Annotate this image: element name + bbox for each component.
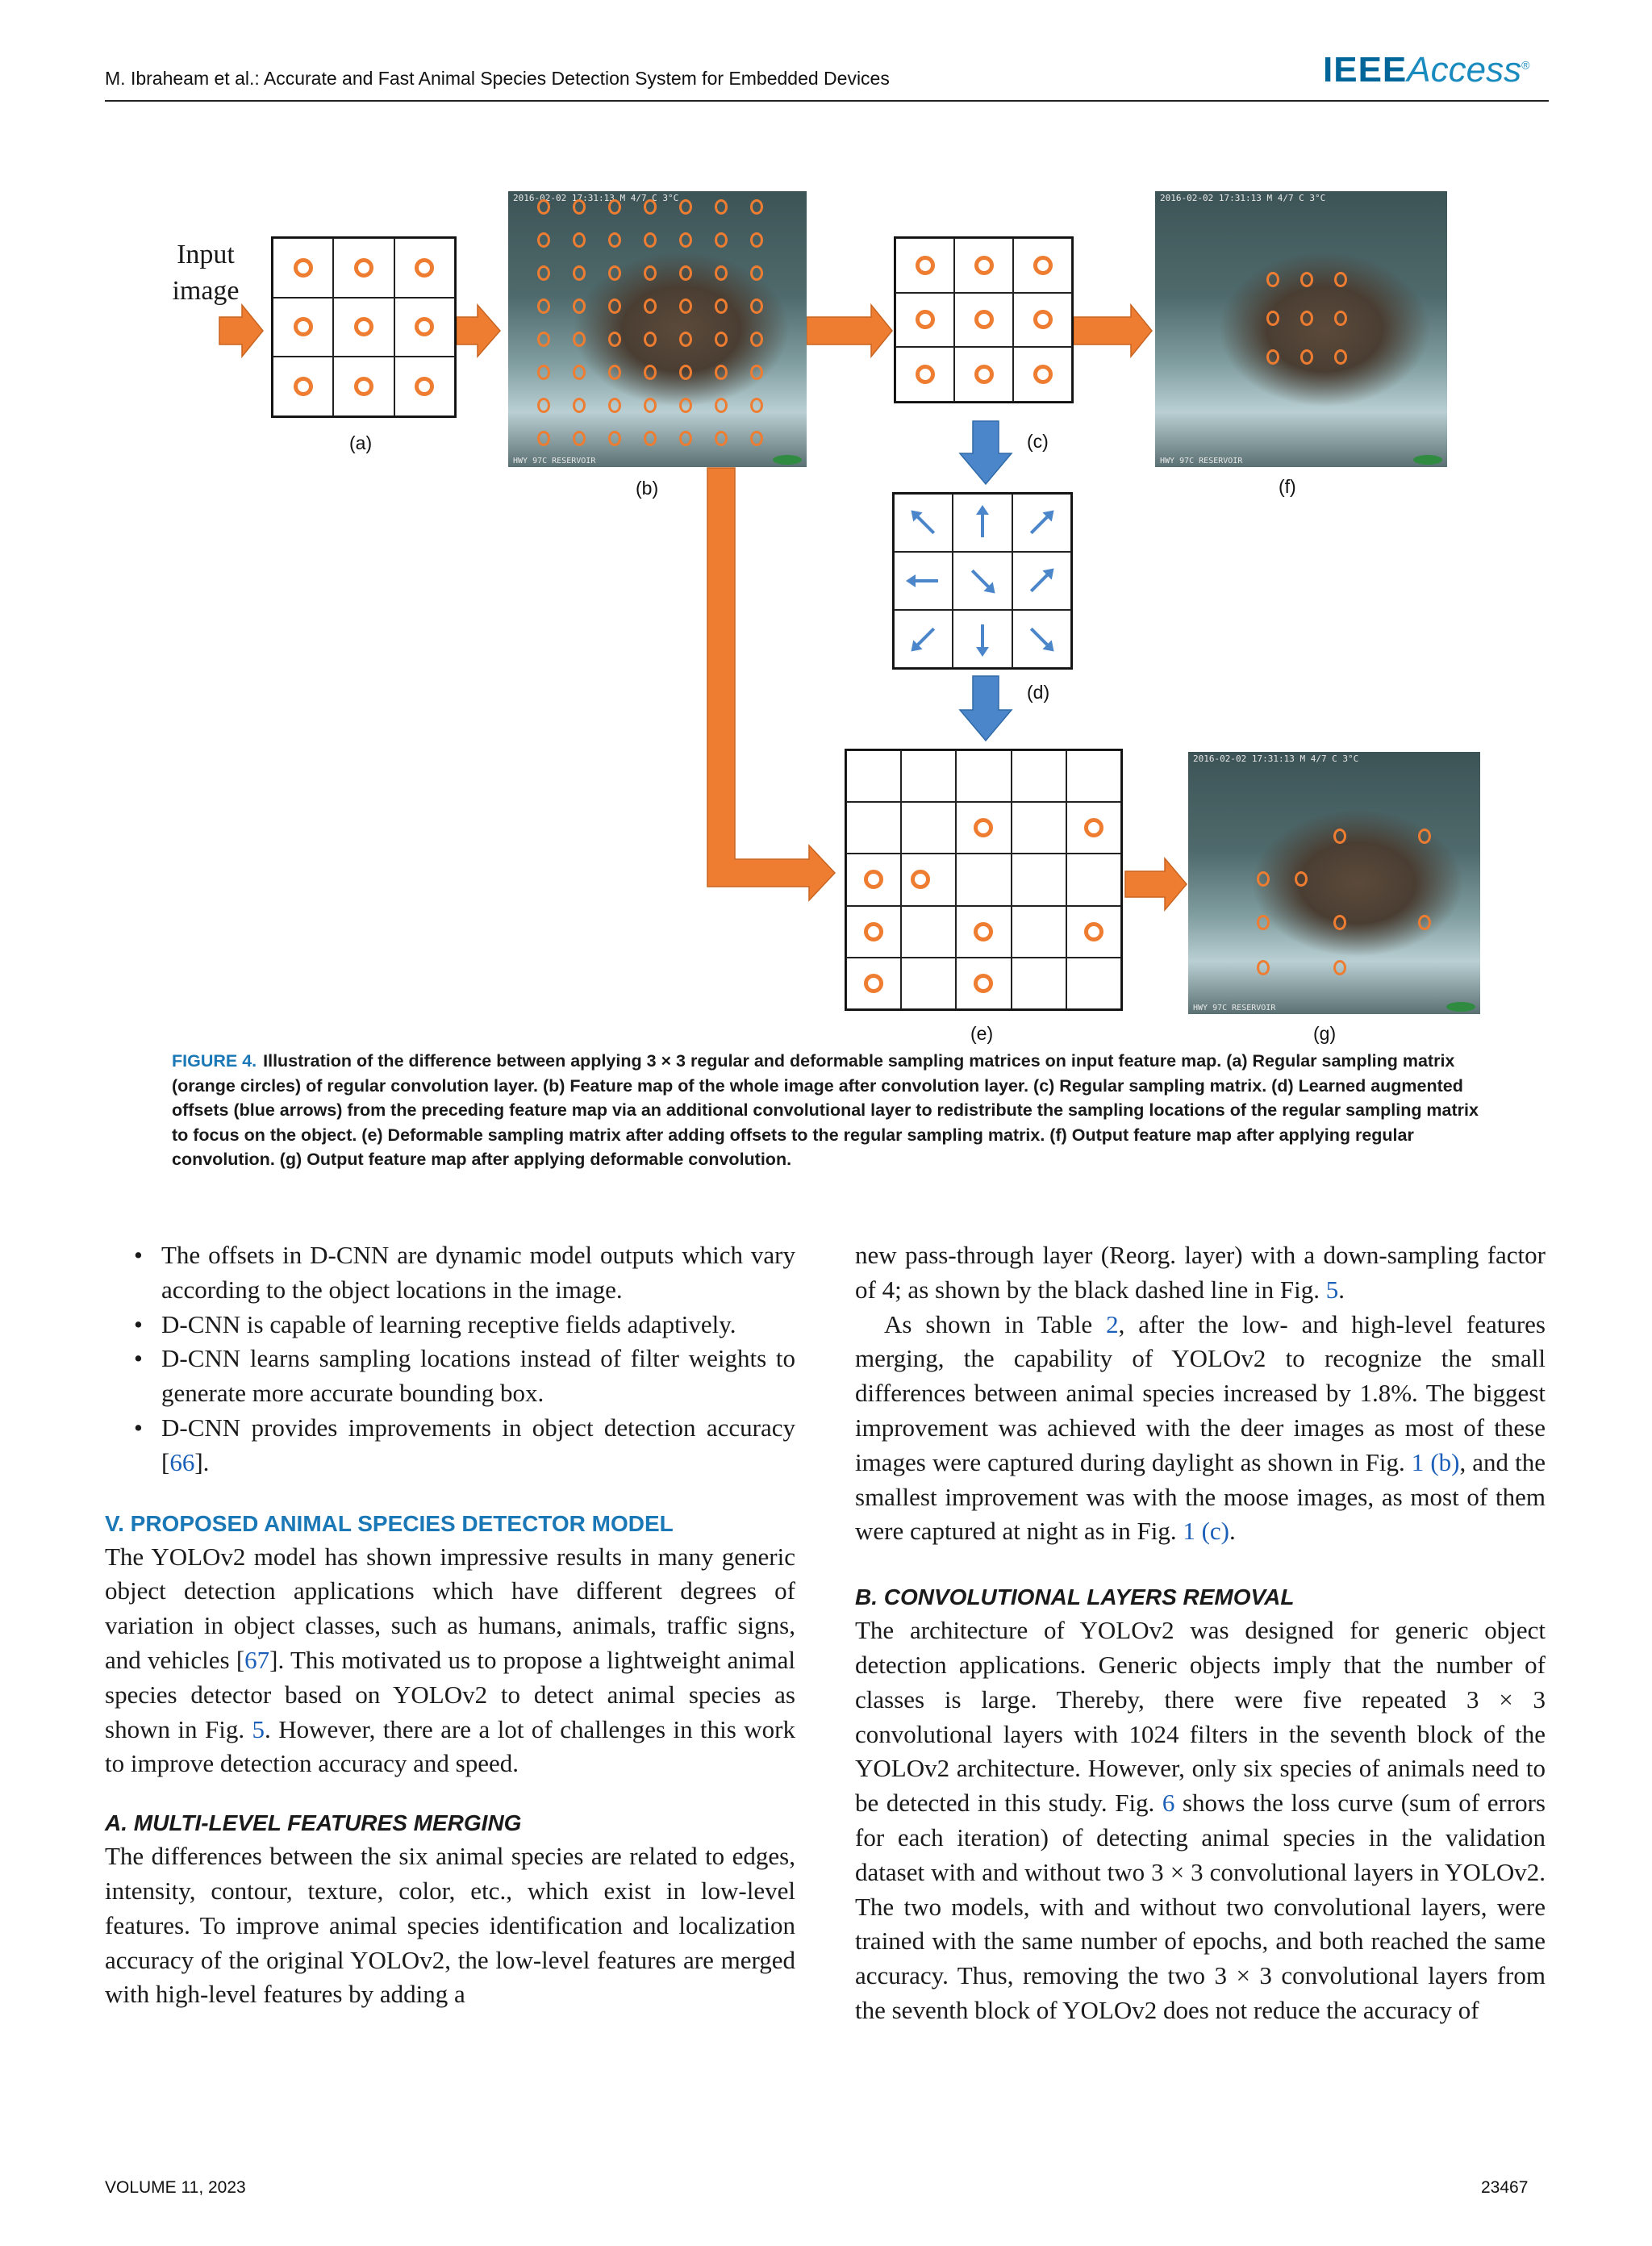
sampling-dot [1418, 829, 1431, 844]
sampling-dot [1418, 915, 1431, 930]
sampling-dot [608, 298, 621, 314]
sampling-dot [573, 199, 586, 215]
sampling-dot [679, 232, 692, 248]
logo-ieee: IEEE [1323, 50, 1408, 90]
grid-cell [1066, 958, 1121, 1009]
arrow-c-to-f [1074, 305, 1152, 357]
grid-d-learned-offsets [892, 492, 1073, 670]
grid-cell [273, 298, 333, 357]
sampling-dot [679, 199, 692, 215]
sampling-point [354, 317, 373, 336]
camera-logo [1413, 455, 1442, 465]
grid-cell [956, 906, 1011, 958]
sampling-point [415, 317, 434, 336]
sampling-dot [679, 365, 692, 380]
sampling-dot [573, 431, 586, 446]
sampling-dot [1266, 349, 1279, 365]
sampling-dot [608, 199, 621, 215]
grid-cell [333, 298, 394, 357]
grid-cell [394, 238, 455, 298]
sampling-dot [608, 232, 621, 248]
sampling-point [294, 377, 313, 396]
photo-timestamp: 2016-02-02 17:31:13 M 4/7 C 3°C [1193, 754, 1359, 764]
running-head: M. Ibraheam et al.: Accurate and Fast Animal Species Detection System for Embedded Devices [105, 68, 890, 89]
grid-cell [1012, 854, 1066, 905]
paragraph-text: . [1229, 1517, 1236, 1546]
arrow-input-to-a [219, 305, 263, 357]
panel-label-g: (g) [1313, 1023, 1337, 1044]
right-column [855, 1238, 1546, 2028]
bullet-list [105, 1238, 795, 1480]
sampling-dot [608, 431, 621, 446]
sampling-dot [608, 265, 621, 281]
camera-logo [1446, 1002, 1475, 1012]
offset-arrow [1017, 557, 1066, 605]
grid-cell [273, 357, 333, 416]
sampling-dot [1266, 311, 1279, 326]
sampling-dot [750, 332, 763, 347]
sampling-point [864, 922, 883, 941]
list-item: • D-CNN is capable of learning receptive fields adaptively. [161, 1308, 795, 1342]
grid-cell [894, 494, 953, 552]
grid-cell [1012, 552, 1071, 610]
photo-timestamp: 2016-02-02 17:31:13 M 4/7 C 3°C [1160, 193, 1326, 203]
photo-location: HWY 97C RESERVOIR [1193, 1004, 1276, 1012]
arrow-c-to-d [960, 421, 1012, 484]
sampling-dot [1334, 311, 1347, 326]
sampling-dot [715, 199, 728, 215]
offset-arrow [899, 557, 948, 605]
arrow-d-to-e [960, 676, 1012, 741]
bullet-text: ]. [194, 1447, 210, 1476]
camera-logo [773, 455, 802, 465]
sampling-dot [644, 298, 657, 314]
sampling-dot [715, 332, 728, 347]
sampling-point [916, 256, 935, 275]
grid-cell [895, 347, 954, 402]
photo-b-feature-map [508, 191, 807, 467]
sampling-dot [715, 232, 728, 248]
grid-cell [901, 854, 956, 905]
grid-cell [846, 958, 901, 1009]
grid-cell [1066, 802, 1121, 854]
sampling-dot [1257, 960, 1270, 975]
grid-cell [1066, 906, 1121, 958]
sampling-dot [750, 431, 763, 446]
sampling-point [974, 974, 993, 993]
paragraph-text: The architecture of YOLOv2 was designed for generic object detection applications. Generic objects imply that the number of classes is large. Thereby, there were five repeated 3 × 3 convolutional layers with 1024 filters in the seventh block of the YOLOv2 architecture. However, only six species of animals need to be detected in this study. Fig. [855, 1616, 1546, 1818]
grid-cell [846, 854, 901, 905]
sampling-dot [573, 365, 586, 380]
figure-link[interactable]: 5 [252, 1714, 265, 1743]
sampling-point [974, 922, 993, 941]
grid-cell [894, 610, 953, 668]
panel-label-a: (a) [349, 432, 373, 453]
sampling-dot [573, 265, 586, 281]
photo-location: HWY 97C RESERVOIR [1160, 457, 1243, 465]
grid-cell [953, 552, 1012, 610]
sampling-dot [1300, 349, 1313, 365]
offset-arrow [1017, 499, 1066, 547]
sampling-point [415, 377, 434, 396]
grid-cell [1012, 802, 1066, 854]
grid-e-deformable-sampling [845, 749, 1123, 1011]
figure-link[interactable]: 1 (b) [1411, 1447, 1460, 1476]
sampling-point [911, 870, 930, 889]
photo-g-deformable-output [1188, 752, 1480, 1014]
sampling-dot [644, 398, 657, 413]
grid-cell [953, 610, 1012, 668]
grid-cell [1066, 750, 1121, 802]
logo-trademark: ® [1521, 58, 1530, 72]
figure-link[interactable]: 6 [1162, 1789, 1175, 1818]
grid-cell [953, 494, 1012, 552]
figure-number: FIGURE 4. [172, 1051, 257, 1071]
grid-cell [1012, 750, 1066, 802]
sampling-dot [1257, 871, 1270, 887]
citation-link[interactable]: 67 [244, 1645, 270, 1674]
arrow-a-to-b [457, 305, 500, 357]
sampling-dot [1333, 915, 1346, 930]
grid-cell [333, 238, 394, 298]
offset-arrow [899, 499, 948, 547]
list-item: • The offsets in D-CNN are dynamic model outputs which vary according to the object locations in the image. [161, 1238, 795, 1308]
sampling-point [974, 310, 994, 329]
sampling-dot [1333, 960, 1346, 975]
sampling-dot [644, 265, 657, 281]
sampling-dot [1333, 829, 1346, 844]
photo-timestamp: 2016-02-02 17:31:13 M 4/7 C 3°C [513, 193, 679, 203]
sampling-dot [715, 398, 728, 413]
sampling-point [354, 377, 373, 396]
footer-page-number: 23467 [1481, 2178, 1529, 2197]
sampling-point [294, 258, 313, 278]
offset-arrow [958, 499, 1007, 547]
sampling-point [294, 317, 313, 336]
sampling-dot [715, 431, 728, 446]
sampling-dot [608, 365, 621, 380]
sampling-dot [537, 365, 550, 380]
sampling-dot [750, 365, 763, 380]
panel-label-b: (b) [636, 478, 659, 499]
list-item [161, 1411, 795, 1480]
offset-arrow [958, 615, 1007, 663]
figure-caption-text: Illustration of the difference between applying 3 × 3 regular and deformable sampling matrices on input feature map. (a) Regular sampling matrix (orange circles) of regular convolution layer. (b) Feature map of the whole image after convolution layer. (c) Regular sampling matrix. (d) Learned augmented offsets (blue arrows) from the preceding feature map via an additional convolutional layer to redistribute the sampling locations of the regular sampling matrix to focus on the object. (e) Deformable sampling matrix after adding offsets to the regular sampling matrix. (f) Output feature map after applying regular convolution. (g) Output feature map after applying deformable convolution. [172, 1051, 1479, 1169]
grid-cell [954, 238, 1013, 293]
sampling-point [1033, 310, 1053, 329]
sampling-dot [1266, 272, 1279, 287]
sampling-dot [750, 265, 763, 281]
grid-cell [956, 854, 1011, 905]
sampling-point [1033, 256, 1053, 275]
paragraph-text: The YOLOv2 model has shown impressive results in many generic object detection applications which have different degrees of variation in object classes, such as humans, animals, traffic signs, and vehicles [ [105, 1542, 795, 1674]
sampling-dot [644, 232, 657, 248]
grid-cell [394, 357, 455, 416]
grid-cell [895, 293, 954, 348]
sampling-dot [573, 232, 586, 248]
sampling-dot [537, 398, 550, 413]
photo-location: HWY 97C RESERVOIR [513, 457, 596, 465]
sampling-dot [537, 332, 550, 347]
paragraph-text: , after the low- and high-level features merging, the capability of YOLOv2 to recognize the small differences between animal species increased by 1.8%. The biggest improvement was achieved with the deer images as most of these images were captured during daylight as shown in Fig. [855, 1309, 1546, 1476]
sampling-dot [537, 431, 550, 446]
grid-cell [1012, 494, 1071, 552]
footer-volume: VOLUME 11, 2023 [105, 2178, 246, 2197]
panel-label-d: (d) [1027, 682, 1050, 703]
sampling-point [916, 310, 935, 329]
elbow-arrow-b-to-e [707, 468, 835, 900]
paragraph-text: . [1338, 1275, 1345, 1304]
grid-cell [901, 802, 956, 854]
grid-cell [956, 750, 1011, 802]
sampling-dot [608, 332, 621, 347]
grid-c-regular-sampling [894, 236, 1074, 403]
citation-link[interactable]: 66 [169, 1447, 195, 1476]
paragraph-text: . However, there are a lot of challenges in this work to improve detection accuracy and speed. [105, 1714, 795, 1778]
left-column [105, 1238, 795, 2012]
paragraph-text: , and the smallest improvement was with the moose images, as most of them were captured at night as in Fig. [855, 1447, 1546, 1546]
subsection-heading: A. MULTI-LEVEL FEATURES MERGING [105, 1810, 522, 1836]
grid-cell [901, 906, 956, 958]
paragraph-text: new pass-through layer (Reorg. layer) with a down-sampling factor of 4; as shown by the black dashed line in Fig. [855, 1241, 1546, 1304]
grid-cell [846, 802, 901, 854]
sampling-dot [1295, 871, 1308, 887]
figure-link[interactable]: 5 [1325, 1275, 1339, 1304]
sampling-dot [679, 298, 692, 314]
subsection-heading: B. CONVOLUTIONAL LAYERS REMOVAL [855, 1584, 1295, 1610]
sampling-dot [1257, 915, 1270, 930]
arrow-e-to-g [1125, 858, 1187, 910]
grid-cell [894, 552, 953, 610]
sampling-point [916, 365, 935, 384]
sampling-dot [679, 332, 692, 347]
offset-arrow [958, 557, 1007, 605]
sampling-dot [573, 332, 586, 347]
paragraph [105, 1540, 795, 1782]
grid-cell [954, 347, 1013, 402]
paragraph [855, 1238, 1546, 1308]
sampling-dot [537, 265, 550, 281]
grid-cell [1066, 854, 1121, 905]
paragraph [855, 1308, 1546, 1550]
grid-cell [1012, 610, 1071, 668]
sampling-dot [644, 365, 657, 380]
sampling-dot [679, 431, 692, 446]
sampling-dot [1334, 349, 1347, 365]
sampling-dot [608, 398, 621, 413]
grid-cell [901, 750, 956, 802]
sampling-point [1033, 365, 1053, 384]
sampling-dot [1300, 272, 1313, 287]
sampling-dot [537, 232, 550, 248]
bullet-text: D-CNN provides improvements in object detection accuracy [ [161, 1413, 795, 1476]
panel-label-f: (f) [1279, 476, 1296, 497]
offset-arrow [1017, 615, 1066, 663]
sampling-point [974, 365, 994, 384]
paragraph: The differences between the six animal species are related to edges, intensity, contour, texture, color, etc., which exist in low-level features. To improve animal species identification and localization accuracy of the original YOLOv2, the low-level features are merged with high-level features by adding a [105, 1842, 795, 2009]
sampling-point [1084, 922, 1103, 941]
paragraph-text: As shown in Table [884, 1309, 1107, 1338]
sampling-dot [644, 431, 657, 446]
sampling-dot [750, 232, 763, 248]
sampling-dot [573, 398, 586, 413]
grid-cell [1012, 958, 1066, 1009]
sampling-dot [537, 298, 550, 314]
grid-cell [846, 906, 901, 958]
grid-cell [1013, 347, 1072, 402]
sampling-point [974, 818, 993, 837]
sampling-point [864, 870, 883, 889]
grid-cell [333, 357, 394, 416]
grid-cell [956, 958, 1011, 1009]
grid-cell [273, 238, 333, 298]
paragraph [855, 1614, 1546, 2028]
grid-cell [846, 750, 901, 802]
sampling-point [974, 256, 994, 275]
sampling-dot [750, 398, 763, 413]
sampling-dot [750, 298, 763, 314]
sampling-point [415, 258, 434, 278]
section-heading: V. PROPOSED ANIMAL SPECIES DETECTOR MODEL [105, 1510, 674, 1536]
paragraph-text: ]. This motivated us to propose a lightweight animal species detector based on YOLOv2 to detect animal species as shown in Fig. [105, 1645, 795, 1743]
grid-cell [394, 298, 455, 357]
grid-cell [901, 958, 956, 1009]
panel-label-e: (e) [970, 1023, 994, 1044]
grid-cell [954, 293, 1013, 348]
figure-link[interactable]: 1 (c) [1183, 1517, 1229, 1546]
grid-cell [1012, 906, 1066, 958]
input-image-label: Input image [172, 240, 240, 306]
sampling-dot [1334, 272, 1347, 287]
sampling-dot [644, 199, 657, 215]
grid-cell [1013, 293, 1072, 348]
sampling-dot [715, 265, 728, 281]
sampling-point [1084, 818, 1103, 837]
sampling-point [354, 258, 373, 278]
figure-caption [172, 1049, 1479, 1172]
paragraph-text: shows the loss curve (sum of errors for each iteration) of detecting animal species in the validation dataset with and without two 3 × 3 convolutional layers in YOLOv2. The two models, with and without two convolutional layers, were trained with the same number of epochs, and both reached the same accuracy. Thus, removing the two 3 × 3 convolutional layers from the seventh block of YOLOv2 does not reduce the accuracy of [855, 1789, 1546, 2024]
panel-label-c: (c) [1027, 431, 1049, 452]
grid-cell [895, 238, 954, 293]
sampling-dot [715, 298, 728, 314]
sampling-point [864, 974, 883, 993]
offset-arrow [899, 615, 948, 663]
list-item: • D-CNN learns sampling locations instead of filter weights to generate more accurate bounding box. [161, 1342, 795, 1411]
photo-f-regular-output [1155, 191, 1447, 467]
sampling-dot [644, 332, 657, 347]
logo-access: Access [1407, 50, 1522, 90]
sampling-dot [679, 398, 692, 413]
sampling-dot [715, 365, 728, 380]
sampling-dot [750, 199, 763, 215]
arrow-b-to-c [807, 305, 892, 357]
sampling-dot [537, 199, 550, 215]
sampling-dot [679, 265, 692, 281]
grid-a-regular-sampling [271, 236, 457, 418]
grid-cell [956, 802, 1011, 854]
sampling-dot [573, 298, 586, 314]
sampling-dot [1300, 311, 1313, 326]
table-link[interactable]: 2 [1106, 1309, 1119, 1338]
grid-cell [1013, 238, 1072, 293]
